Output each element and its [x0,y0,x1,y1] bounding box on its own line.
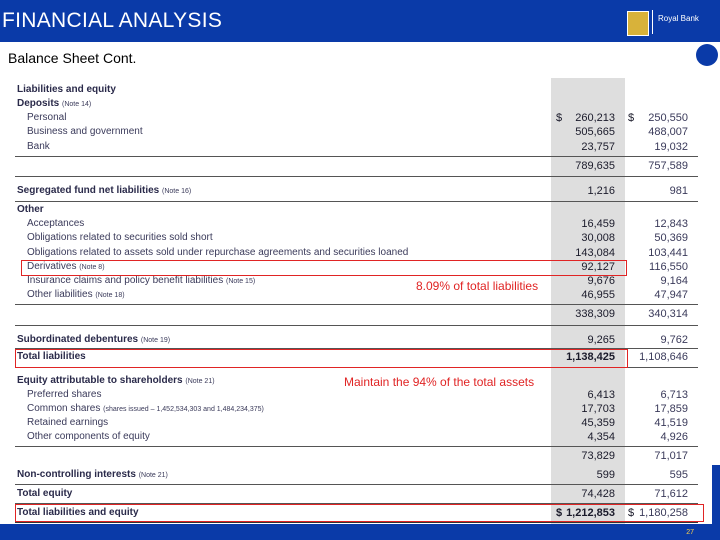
divider [15,156,698,157]
divider [15,325,698,326]
highlight-total-liabilities-equity [15,504,704,522]
currency-symbol: $ [628,112,635,124]
header-bar [0,0,720,42]
logo-text: Royal Bank [658,14,699,23]
divider [15,304,698,305]
currency-symbol: $ [556,112,563,124]
decorative-circle [696,44,718,66]
highlight-total-liabilities [15,349,628,368]
footer-bar [0,524,720,540]
annotation-derivatives-pct: 8.09% of total liabilities [416,279,539,293]
currency-symbol: $ [628,507,635,519]
page-title: FINANCIAL ANALYSIS [2,9,223,32]
divider [15,176,698,177]
decorative-sidebar [712,465,720,525]
logo-divider [652,10,653,34]
divider [15,446,698,447]
annotation-maintain: Maintain the 94% of the total assets [344,375,535,389]
page-number: 27 [686,529,694,536]
slide-subtitle: Balance Sheet Cont. [8,50,137,66]
highlight-derivatives [21,260,627,276]
divider [15,201,698,202]
divider [15,484,698,485]
rbc-logo-icon [627,11,649,36]
currency-symbol: $ [556,507,563,519]
